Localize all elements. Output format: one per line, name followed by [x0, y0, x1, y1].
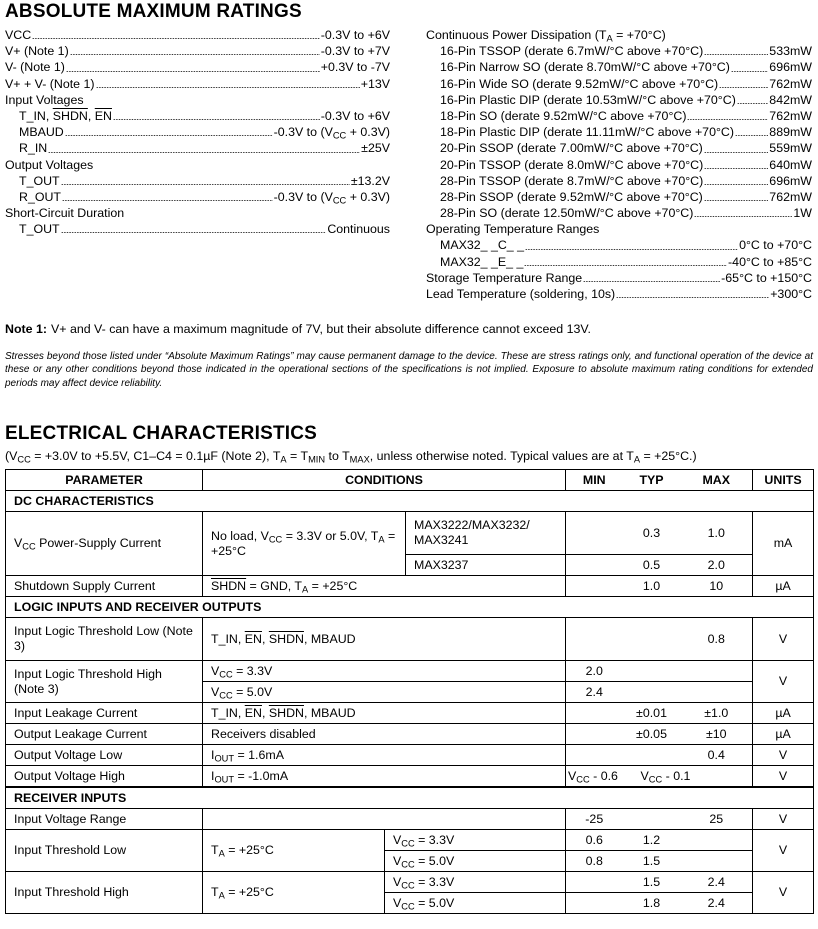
min-empty [566, 872, 623, 893]
cond-input-threshold-high: $T_A = +25^\circ C$ [203, 872, 385, 914]
rating-item [5, 124, 390, 140]
min-value: 0.6 [566, 830, 623, 851]
table-row [6, 809, 814, 830]
units-value: V [753, 766, 814, 788]
rating-label: R_IN [19, 141, 48, 156]
typ-empty [623, 745, 681, 766]
cond-output-voltage-high: $I_{OUT} = -1.0mA$ [203, 766, 566, 788]
rating-label: 20-Pin TSSOP (derate 8.0mW/°C above +70°C) [440, 157, 704, 172]
typ-empty [623, 618, 681, 661]
dot-leader [704, 152, 769, 153]
dot-leader [704, 168, 768, 169]
min-empty [566, 512, 623, 555]
min-value: 2.4 [566, 682, 623, 703]
rating-value: 696mW [769, 60, 812, 75]
param-output-leakage-current: Output Leakage Current [6, 724, 203, 745]
units-value: V [753, 830, 814, 872]
note-1-text: V+ and V- can have a maximum magnitude of 7V, but their absolute difference cannot exceed 13V. [51, 322, 591, 336]
min-empty [566, 745, 623, 766]
table-row [6, 661, 814, 682]
dot-leader [65, 135, 273, 136]
rating-label: Continuous Power Dissipation $(T_A = +70^\circ C)$ [426, 28, 666, 44]
rating-label: VCC [5, 28, 32, 42]
rating-label: 18-Pin SO (derate 9.52mW/°C above +70°C) [440, 108, 687, 123]
typ-value: 0.5 [623, 555, 681, 576]
min-empty [566, 724, 623, 745]
typ-value: 1.0 [623, 576, 681, 597]
header-min: MIN [566, 470, 623, 491]
dot-leader [737, 103, 768, 104]
rating-value: 762mW [769, 76, 812, 91]
param-supply-current: $V_{CC}$ Power-Supply Current [6, 512, 203, 576]
electrical-characteristics-table [5, 469, 814, 914]
rating-label: V+ + V- (Note 1) [5, 76, 95, 91]
rating-item [426, 140, 812, 156]
min-empty [566, 618, 623, 661]
cond-vcc-5v0: $V_{CC} = 5.0V$ [385, 851, 566, 872]
table-row [6, 766, 814, 788]
dot-leader [62, 200, 273, 201]
rating-item [426, 124, 812, 140]
rating-label: Output Voltages [5, 157, 94, 172]
rating-value: 842mW [769, 92, 812, 107]
units-value: mA [753, 512, 814, 576]
typ-value: 1.2 [623, 830, 681, 851]
rating-label: 18-Pin Plastic DIP (derate 11.11mW/°C above +70°C) [440, 125, 734, 140]
rating-label: 16-Pin Plastic DIP (derate 10.53mW/°C above +70°C) [440, 92, 736, 107]
header-conditions: CONDITIONS [203, 470, 566, 491]
rating-item [5, 92, 390, 108]
rating-value: -0.3V to +6V [320, 108, 390, 123]
param-output-voltage-high: Output Voltage High [6, 766, 203, 788]
cond-shutdown-current: SHDN = GND, $T_A = +25^\circ C$ [203, 576, 566, 597]
rating-item [5, 157, 390, 173]
rating-item [426, 59, 812, 75]
rating-item [5, 108, 390, 124]
min-value: -25 [566, 809, 623, 830]
units-value: V [753, 809, 814, 830]
rating-item [5, 189, 390, 205]
cond-empty [203, 809, 566, 830]
max-value: 1.0 [681, 512, 753, 555]
rating-item [426, 254, 812, 270]
rating-value: -0.3V to $(V_{CC} + 0.3V)$ [273, 189, 390, 206]
typ-value: ±0.05 [623, 724, 681, 745]
rating-value: 559mW [769, 141, 812, 156]
rating-value: 762mW [769, 108, 812, 123]
dot-leader [583, 281, 720, 282]
rating-item [5, 43, 390, 59]
header-parameter: PARAMETER [6, 470, 203, 491]
typ-empty [623, 661, 681, 682]
param-input-logic-threshold-low: Input Logic Threshold Low (Note 3) [6, 618, 203, 661]
table-row [6, 512, 814, 555]
rating-item [5, 76, 390, 92]
rating-value: -40°C to +85°C [728, 254, 812, 269]
conditions-subtitle: ($V_{CC} = +3.0V$ to +5.5V, C1–C4 = 0.1µF (Note 2), $T_A = T_{MIN}$ to $T_{MAX}$, unless otherwise noted. Typical values are at $T_A = +25^\circ C$.) [5, 449, 697, 465]
rating-item [5, 140, 390, 156]
typ-empty [623, 809, 681, 830]
cond-input-logic-threshold-low: T_IN, $\overline{EN}$, SHDN, MBAUD [203, 618, 566, 661]
rating-value: -65°C to +150°C [721, 270, 812, 285]
rating-item [426, 173, 812, 189]
table-row [6, 724, 814, 745]
dot-leader [61, 184, 350, 185]
rating-label: MAX32_ _C_ _ [440, 238, 525, 253]
rating-item [5, 173, 390, 189]
rating-item [426, 270, 812, 286]
min-value: 2.0 [566, 661, 623, 682]
dot-leader [687, 119, 768, 120]
typ-value: 1.5 [623, 872, 681, 893]
rating-value: 762mW [769, 189, 812, 204]
units-value: V [753, 661, 814, 703]
table-header-row [6, 470, 814, 491]
cond-input-threshold-low: $T_A = +25^\circ C$ [203, 830, 385, 872]
max-value: 0.8 [681, 618, 753, 661]
cond-vcc-3v3: $V_{CC} = 3.3V$ [385, 830, 566, 851]
typ-value: ±0.01 [623, 703, 681, 724]
param-shutdown-current: Shutdown Supply Current [6, 576, 203, 597]
cond-part-group-2: MAX3237 [406, 555, 566, 576]
header-typ: TYP [623, 470, 681, 491]
max-value: 2.0 [681, 555, 753, 576]
electrical-characteristics-title: ELECTRICAL CHARACTERISTICS [5, 423, 318, 444]
dot-leader [48, 152, 360, 153]
rating-item [426, 157, 812, 173]
units-value: µA [753, 576, 814, 597]
rating-value: 533mW [769, 44, 812, 59]
rating-value: +300°C [770, 287, 812, 301]
typ-value: 0.3 [623, 512, 681, 555]
note-1 [5, 322, 591, 336]
units-value: V [753, 745, 814, 766]
rating-label: 16-Pin Wide SO (derate 9.52mW/°C above +70°C) [440, 76, 719, 91]
rating-label: R_OUT [19, 189, 61, 204]
dot-leader [704, 54, 768, 55]
table-row [6, 703, 814, 724]
dot-leader [524, 265, 727, 266]
absolute-maximum-ratings-title: ABSOLUTE MAXIMUM RATINGS [5, 1, 302, 22]
dot-leader [616, 297, 769, 298]
rating-value: -0.3V to $(V_{CC} + 0.3V)$ [273, 125, 390, 141]
max-empty [681, 661, 753, 682]
rating-item [426, 237, 812, 253]
rating-label: 20-Pin SSOP (derate 7.00mW/°C above +70°C) [440, 141, 703, 156]
table-row [6, 830, 814, 851]
rating-item [5, 59, 390, 75]
rating-item [426, 221, 812, 237]
max-value: 10 [681, 576, 753, 597]
max-value: ±10 [681, 724, 753, 745]
rating-value: 696mW [769, 173, 812, 188]
rating-label: T_OUT [19, 222, 60, 237]
cond-supply-current: No load, $V_{CC} = 3.3V$ or 5.0V, $T_A = +25^\circ C$ [203, 512, 406, 576]
stress-disclaimer: Stresses beyond those listed under “Absolute Maximum Ratings” may cause permanent damage to the device. These are stress ratings only, and functional operation of the device at these or any other conditions beyond those indicated in the operational sections of the specifications is not implied. Exposure to absolute maximum rating conditions for extended periods may affect device reliability. [5, 351, 813, 389]
cond-vcc-5v0: $V_{CC} = 5.0V$ [203, 682, 566, 703]
cond-part-group-1: MAX3222/MAX3232/ MAX3241 [406, 512, 566, 555]
rating-item [426, 108, 812, 124]
rating-label: Operating Temperature Ranges [426, 222, 600, 237]
rating-value: -0.3V to +6V [320, 28, 390, 42]
rating-label: V- (Note 1) [5, 60, 65, 75]
rating-label: T_OUT [19, 173, 60, 188]
typ-value: $V_{CC} - 0.1$ [623, 766, 681, 788]
rating-value: 889mW [769, 125, 812, 140]
cond-vcc-5v0: $V_{CC} = 5.0V$ [385, 893, 566, 914]
rating-item [426, 43, 812, 59]
max-value: 2.4 [681, 872, 753, 893]
table-row [6, 618, 814, 661]
rating-label: 16-Pin TSSOP (derate 6.7mW/°C above +70°C) [440, 44, 704, 59]
rating-label: Input Voltages [5, 92, 84, 107]
rating-item [426, 76, 812, 92]
max-empty [681, 682, 753, 703]
rating-label: Short-Circuit Duration [5, 206, 125, 221]
header-units: UNITS [753, 470, 814, 491]
min-empty [566, 555, 623, 576]
note-1-label: Note 1: [5, 322, 47, 336]
rating-item [5, 205, 390, 221]
cond-output-voltage-low: $I_{OUT} = 1.6mA$ [203, 745, 566, 766]
rating-item [5, 27, 390, 43]
rating-label: Lead Temperature (soldering, 10s) [426, 287, 616, 301]
section-logic-inputs: LOGIC INPUTS AND RECEIVER OUTPUTS [6, 597, 814, 618]
cond-vcc-3v3: $V_{CC} = 3.3V$ [203, 661, 566, 682]
dot-leader [61, 232, 327, 233]
param-output-voltage-low: Output Voltage Low [6, 745, 203, 766]
max-empty [681, 851, 753, 872]
rating-label: V+ (Note 1) [5, 44, 69, 59]
rating-label: MBAUD [19, 125, 64, 140]
rating-value: 640mW [769, 157, 812, 172]
max-empty [681, 766, 753, 788]
rating-item [426, 286, 812, 302]
rating-item [5, 221, 390, 237]
header-max: MAX [681, 470, 753, 491]
units-value: µA [753, 703, 814, 724]
min-empty [566, 576, 623, 597]
min-value: $V_{CC} - 0.6$ [566, 766, 623, 788]
param-input-threshold-high: Input Threshold High [6, 872, 203, 914]
min-empty [566, 703, 623, 724]
dot-leader [731, 71, 768, 72]
cond-input-leakage-current: T_IN, $\overline{EN}$, SHDN, MBAUD [203, 703, 566, 724]
table-row [6, 872, 814, 893]
dot-leader [66, 71, 320, 72]
rating-value: ±13.2V [350, 173, 390, 188]
ratings-left-column [5, 27, 390, 237]
units-value: µA [753, 724, 814, 745]
rating-label: Storage Temperature Range [426, 270, 583, 285]
typ-value: 1.5 [623, 851, 681, 872]
rating-item [426, 92, 812, 108]
rating-item [426, 27, 812, 43]
rating-value: -0.3V to +7V [320, 44, 390, 59]
dot-leader [694, 216, 792, 217]
rating-label: 16-Pin Narrow SO (derate 8.70mW/°C above +70°C) [440, 60, 730, 75]
rating-value: ±25V [361, 141, 390, 156]
dot-leader [32, 38, 320, 39]
param-input-logic-threshold-high: Input Logic Threshold High (Note 3) [6, 661, 203, 703]
cond-vcc-3v3: $V_{CC} = 3.3V$ [385, 872, 566, 893]
table-row [6, 576, 814, 597]
dot-leader [70, 54, 320, 55]
section-receiver-inputs: RECEIVER INPUTS [6, 787, 814, 809]
max-empty [681, 830, 753, 851]
min-value: 0.8 [566, 851, 623, 872]
rating-value: +0.3V to -7V [320, 60, 390, 75]
rating-value: 0°C to +70°C [739, 238, 812, 253]
rating-label: MAX32_ _E_ _ [440, 254, 524, 269]
param-input-leakage-current: Input Leakage Current [6, 703, 203, 724]
param-input-voltage-range: Input Voltage Range [6, 809, 203, 830]
rating-item [426, 189, 812, 205]
rating-item [426, 205, 812, 221]
rating-value: 1W [793, 206, 812, 221]
dot-leader [735, 135, 768, 136]
max-value: 0.4 [681, 745, 753, 766]
section-dc-characteristics: DC CHARACTERISTICS [6, 491, 814, 512]
max-value: ±1.0 [681, 703, 753, 724]
rating-value: +13V [360, 76, 390, 91]
units-value: V [753, 872, 814, 914]
max-value: 25 [681, 809, 753, 830]
max-value: 2.4 [681, 893, 753, 914]
dot-leader [96, 87, 360, 88]
rating-value: Continuous [327, 222, 390, 237]
rating-label: T_IN, SHDN, $\overline{EN}$ [19, 108, 112, 123]
rating-label: 28-Pin TSSOP (derate 8.7mW/°C above +70°C) [440, 173, 704, 188]
dot-leader [113, 119, 320, 120]
dot-leader [704, 184, 768, 185]
dot-leader [719, 87, 768, 88]
param-input-threshold-low: Input Threshold Low [6, 830, 203, 872]
dot-leader [704, 200, 769, 201]
table-row [6, 745, 814, 766]
min-empty [566, 893, 623, 914]
units-value: V [753, 618, 814, 661]
ratings-right-column [426, 27, 812, 302]
typ-value: 1.8 [623, 893, 681, 914]
typ-empty [623, 682, 681, 703]
cond-output-leakage-current: Receivers disabled [203, 724, 566, 745]
dot-leader [525, 249, 738, 250]
rating-label: 28-Pin SO (derate 12.50mW/°C above +70°C) [440, 206, 694, 221]
rating-label: 28-Pin SSOP (derate 9.52mW/°C above +70°C) [440, 189, 703, 204]
